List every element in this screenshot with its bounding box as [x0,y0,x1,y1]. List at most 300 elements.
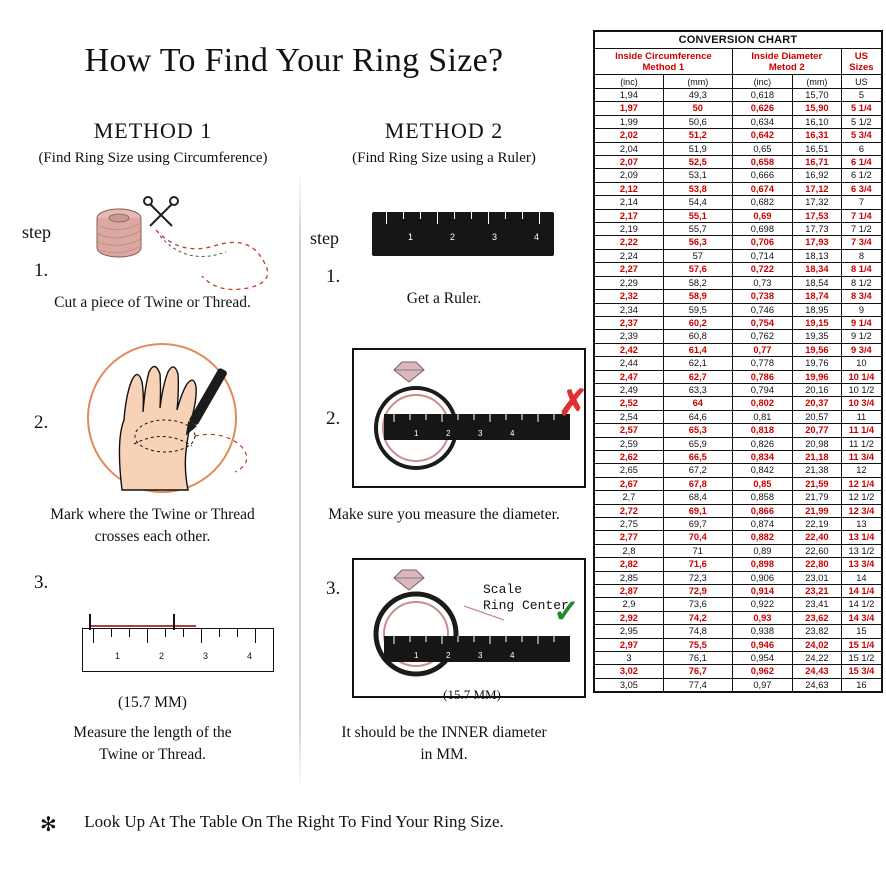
unit-header-1: (mm) [663,75,732,89]
table-cell-3: 19,56 [793,343,842,356]
table-cell-2: 0,93 [732,611,792,624]
table-cell-3: 17,93 [793,236,842,249]
table-cell-2: 0,626 [732,102,792,115]
method2-step3-number: 3. [326,578,341,599]
ruler-tick-1: 1 [408,232,414,242]
table-cell-1: 55,1 [663,209,732,222]
table-cell-1: 64,6 [663,410,732,423]
table-cell-3: 18,13 [793,249,842,262]
table-cell-0: 2,12 [595,182,664,195]
table-cell-0: 2,97 [595,638,664,651]
table-cell-4: 15 1/4 [841,638,881,651]
twine-spool-icon [86,196,296,296]
table-cell-0: 1,94 [595,89,664,102]
table-cell-4: 5 1/2 [841,115,881,128]
table-cell-0: 2,17 [595,209,664,222]
table-cell-1: 76,1 [663,652,732,665]
table-title: CONVERSION CHART [595,32,882,49]
table-cell-3: 21,38 [793,464,842,477]
method2-step2-panel [352,348,589,488]
table-cell-4: 10 1/4 [841,370,881,383]
table-cell-3: 17,12 [793,182,842,195]
method1-step3-number: 3. [34,572,49,593]
table-cell-0: 2,42 [595,343,664,356]
svg-text:3: 3 [478,429,483,438]
ruler-tick-4: 4 [534,232,540,242]
table-cell-3: 24,63 [793,678,842,691]
table-cell-2: 0,858 [732,491,792,504]
table-cell-0: 2,65 [595,464,664,477]
table-cell-2: 0,826 [732,437,792,450]
table-cell-4: 9 1/2 [841,330,881,343]
method1-step3-caption-line2: Twine or Thread. [99,746,206,763]
table-row [595,585,882,598]
table-cell-3: 22,60 [793,544,842,557]
footnote-text: Look Up At The Table On The Right To Find Your Ring Size. [84,812,504,831]
table-row [595,169,882,182]
table-row [595,504,882,517]
table-cell-1: 67,2 [663,464,732,477]
table-cell-1: 58,2 [663,276,732,289]
table-row [595,330,882,343]
table-cell-3: 21,79 [793,491,842,504]
table-cell-1: 75,5 [663,638,732,651]
table-row [595,491,882,504]
table-cell-1: 51,2 [663,129,732,142]
table-cell-4: 6 3/4 [841,182,881,195]
table-cell-0: 2,34 [595,303,664,316]
table-cell-2: 0,882 [732,531,792,544]
group-header-diameter-line1: Inside Diameter [751,50,823,62]
table-row [595,290,882,303]
table-row [595,531,882,544]
ruler-tick-2: 2 [159,651,165,661]
table-row [595,102,882,115]
table-cell-0: 3 [595,652,664,665]
table-cell-4: 15 1/2 [841,652,881,665]
table-cell-4: 8 1/2 [841,276,881,289]
method2-header [300,118,588,167]
method1-step1-number: 1. [34,260,49,281]
table-cell-4: 14 [841,571,881,584]
table-cell-0: 2,24 [595,249,664,262]
table-cell-3: 15,90 [793,102,842,115]
table-row [595,518,882,531]
table-cell-1: 53,1 [663,169,732,182]
group-header-diameter [732,49,841,75]
table-row [595,450,882,463]
table-cell-2: 0,922 [732,598,792,611]
table-cell-1: 50 [663,102,732,115]
table-cell-1: 58,9 [663,290,732,303]
table-cell-2: 0,914 [732,585,792,598]
table-cell-3: 22,80 [793,558,842,571]
table-cell-1: 69,7 [663,518,732,531]
table-cell-3: 24,02 [793,638,842,651]
table-row [595,571,882,584]
table-cell-0: 2,29 [595,276,664,289]
table-cell-1: 60,8 [663,330,732,343]
svg-text:2: 2 [446,429,451,438]
table-cell-3: 24,43 [793,665,842,678]
table-cell-0: 2,39 [595,330,664,343]
table-cell-1: 55,7 [663,223,732,236]
table-cell-3: 23,62 [793,611,842,624]
table-cell-3: 23,41 [793,598,842,611]
table-cell-0: 2,19 [595,223,664,236]
table-row [595,357,882,370]
right-mark-icon: ✓ [553,593,580,629]
table-cell-1: 62,7 [663,370,732,383]
table-cell-2: 0,738 [732,290,792,303]
table-cell-4: 7 1/2 [841,223,881,236]
table-cell-4: 15 [841,625,881,638]
table-cell-3: 20,16 [793,383,842,396]
table-cell-0: 2,47 [595,370,664,383]
table-cell-1: 69,1 [663,504,732,517]
table-row [595,397,882,410]
group-header-circumference [595,49,733,75]
table-group-header-row [595,49,882,75]
method2-step1-number: 1. [326,266,341,287]
svg-text:1: 1 [414,429,419,438]
table-cell-1: 60,2 [663,316,732,329]
column-divider [299,170,301,790]
table-cell-4: 14 1/4 [841,585,881,598]
table-cell-4: 8 1/4 [841,263,881,276]
table-cell-3: 23,01 [793,571,842,584]
table-cell-0: 2,07 [595,156,664,169]
table-cell-3: 23,82 [793,625,842,638]
table-row [595,263,882,276]
table-cell-1: 71 [663,544,732,557]
table-cell-1: 56,3 [663,236,732,249]
table-cell-2: 0,962 [732,665,792,678]
table-cell-3: 15,70 [793,89,842,102]
black-ruler-step1 [372,212,554,256]
table-cell-4: 7 3/4 [841,236,881,249]
unit-header-2: (inc) [732,75,792,89]
table-cell-2: 0,722 [732,263,792,276]
table-cell-2: 0,874 [732,518,792,531]
table-cell-0: 2,67 [595,477,664,490]
table-row [595,89,882,102]
table-cell-3: 17,32 [793,196,842,209]
table-cell-4: 10 3/4 [841,397,881,410]
table-cell-3: 17,53 [793,209,842,222]
ruler-tick-4: 4 [247,651,253,661]
table-row [595,370,882,383]
table-cell-2: 0,834 [732,450,792,463]
method1-step2-number: 2. [34,412,49,433]
table-cell-4: 11 1/2 [841,437,881,450]
table-cell-3: 21,59 [793,477,842,490]
table-cell-4: 7 [841,196,881,209]
table-cell-3: 16,31 [793,129,842,142]
table-cell-0: 3,02 [595,665,664,678]
hand-with-thread-icon [62,340,292,500]
table-cell-2: 0,69 [732,209,792,222]
table-cell-1: 53,8 [663,182,732,195]
table-cell-0: 2,72 [595,504,664,517]
table-cell-0: 2,62 [595,450,664,463]
table-cell-4: 13 1/4 [841,531,881,544]
svg-text:2: 2 [446,651,451,660]
method1-title: METHOD 1 [93,118,213,143]
table-cell-1: 76,7 [663,665,732,678]
method2-step1-caption: Get a Ruler. [406,290,482,307]
table-row [595,276,882,289]
table-cell-2: 0,898 [732,558,792,571]
table-row [595,249,882,262]
table-cell-4: 14 3/4 [841,611,881,624]
table-body [595,89,882,692]
method1-step-label: step [22,222,51,242]
table-row [595,142,882,155]
table-cell-3: 21,99 [793,504,842,517]
table-row [595,182,882,195]
table-cell-4: 5 3/4 [841,129,881,142]
table-cell-4: 16 [841,678,881,691]
table-cell-4: 5 [841,89,881,102]
table-cell-2: 0,754 [732,316,792,329]
ruler-tick-1: 1 [115,651,121,661]
table-cell-2: 0,97 [732,678,792,691]
table-cell-2: 0,714 [732,249,792,262]
table-cell-0: 2,82 [595,558,664,571]
table-cell-1: 74,2 [663,611,732,624]
svg-text:4: 4 [510,429,515,438]
table-cell-3: 20,98 [793,437,842,450]
table-cell-1: 49,3 [663,89,732,102]
table-row [595,223,882,236]
ruler-tick-2: 2 [450,232,456,242]
table-cell-2: 0,77 [732,343,792,356]
table-cell-2: 0,73 [732,276,792,289]
table-cell-2: 0,842 [732,464,792,477]
table-cell-0: 2,59 [595,437,664,450]
table-cell-1: 62,1 [663,357,732,370]
table-cell-2: 0,682 [732,196,792,209]
ring-diameter-wrong-diagram [354,350,580,482]
table-cell-2: 0,786 [732,370,792,383]
measured-thread-icon [78,608,278,636]
table-cell-4: 11 3/4 [841,450,881,463]
table-cell-1: 71,6 [663,558,732,571]
table-row [595,156,882,169]
table-row [595,544,882,557]
table-cell-2: 0,706 [732,236,792,249]
table-cell-0: 2,02 [595,129,664,142]
ruler-tick-3: 3 [492,232,498,242]
method2-subtitle: (Find Ring Size using a Ruler) [352,150,536,166]
table-cell-2: 0,65 [732,142,792,155]
table-row [595,558,882,571]
table-cell-0: 2,22 [595,236,664,249]
method2-step3-caption-line1: It should be the INNER diameter [341,724,547,741]
table-cell-3: 20,57 [793,410,842,423]
method2-title: METHOD 2 [384,118,504,143]
table-row [595,383,882,396]
table-cell-4: 9 3/4 [841,343,881,356]
table-cell-4: 11 [841,410,881,423]
table-cell-0: 2,87 [595,585,664,598]
table-cell-4: 13 [841,518,881,531]
table-cell-4: 13 3/4 [841,558,881,571]
table-cell-3: 19,35 [793,330,842,343]
group-header-diameter-line2: Metod 2 [768,61,805,73]
table-row [595,665,882,678]
scale-label-line2: Ring Center [483,598,569,613]
table-cell-1: 67,8 [663,477,732,490]
ring-diameter-correct-diagram [354,560,580,692]
method2-step-label: step [310,228,339,248]
table-cell-4: 13 1/2 [841,544,881,557]
method2-step3-caption-line2: in MM. [420,746,468,763]
table-cell-4: 5 1/4 [841,102,881,115]
table-cell-3: 16,71 [793,156,842,169]
method2-step2-caption: Make sure you measure the diameter. [328,506,560,523]
unit-header-4: US [841,75,881,89]
table-cell-1: 57 [663,249,732,262]
table-cell-3: 19,15 [793,316,842,329]
table-cell-4: 7 1/4 [841,209,881,222]
table-cell-0: 2,14 [595,196,664,209]
table-cell-3: 22,19 [793,518,842,531]
table-cell-0: 1,99 [595,115,664,128]
table-cell-0: 2,04 [595,142,664,155]
table-row [595,196,882,209]
method1-step3-measure: (15.7 MM) [118,694,187,711]
table-cell-1: 54,4 [663,196,732,209]
table-cell-4: 12 1/4 [841,477,881,490]
table-cell-3: 20,37 [793,397,842,410]
page-title: How To Find Your Ring Size? [84,42,504,79]
table-row [595,652,882,665]
table-cell-0: 2,95 [595,625,664,638]
table-row [595,236,882,249]
table-cell-0: 2,85 [595,571,664,584]
table-cell-2: 0,698 [732,223,792,236]
table-cell-4: 10 1/2 [841,383,881,396]
table-unit-header-row [595,75,882,89]
table-cell-0: 2,75 [595,518,664,531]
table-cell-2: 0,674 [732,182,792,195]
table-cell-0: 2,37 [595,316,664,329]
table-cell-4: 9 [841,303,881,316]
table-cell-0: 2,44 [595,357,664,370]
table-cell-4: 12 1/2 [841,491,881,504]
svg-text:3: 3 [478,651,483,660]
table-cell-1: 61,4 [663,343,732,356]
table-cell-2: 0,89 [732,544,792,557]
table-cell-4: 14 1/2 [841,598,881,611]
table-cell-0: 2,54 [595,410,664,423]
table-cell-2: 0,866 [732,504,792,517]
table-cell-4: 15 3/4 [841,665,881,678]
table-row [595,464,882,477]
table-cell-1: 73,6 [663,598,732,611]
table-row [595,424,882,437]
table-cell-4: 11 1/4 [841,424,881,437]
table-cell-2: 0,946 [732,638,792,651]
svg-text:1: 1 [414,651,419,660]
table-row [595,638,882,651]
table-cell-1: 65,9 [663,437,732,450]
table-cell-4: 12 3/4 [841,504,881,517]
method2-step2-number: 2. [326,408,341,429]
table-cell-1: 50,6 [663,115,732,128]
table-title-row [595,32,882,49]
table-cell-2: 0,818 [732,424,792,437]
table-cell-2: 0,794 [732,383,792,396]
table-cell-3: 18,95 [793,303,842,316]
table-cell-0: 2,77 [595,531,664,544]
wrong-mark-icon: ✗ [558,382,589,423]
table-cell-0: 2,27 [595,263,664,276]
table-cell-3: 19,96 [793,370,842,383]
table-cell-2: 0,666 [732,169,792,182]
table-cell-0: 3,05 [595,678,664,691]
ruler-tick-3: 3 [203,651,209,661]
table-cell-4: 8 3/4 [841,290,881,303]
table-cell-0: 2,92 [595,611,664,624]
table-cell-2: 0,658 [732,156,792,169]
table-cell-1: 72,9 [663,585,732,598]
table-cell-1: 77,4 [663,678,732,691]
table-cell-3: 19,76 [793,357,842,370]
table-cell-2: 0,762 [732,330,792,343]
table-cell-1: 72,3 [663,571,732,584]
table-cell-2: 0,954 [732,652,792,665]
table-row [595,625,882,638]
table-cell-1: 57,6 [663,263,732,276]
table-cell-4: 9 1/4 [841,316,881,329]
table-cell-0: 2,32 [595,290,664,303]
conversion-chart [593,30,883,693]
table-cell-4: 8 [841,249,881,262]
table-cell-3: 22,40 [793,531,842,544]
table-row [595,437,882,450]
table-cell-2: 0,642 [732,129,792,142]
table-cell-3: 18,74 [793,290,842,303]
table-cell-0: 1,97 [595,102,664,115]
table-cell-2: 0,746 [732,303,792,316]
table-cell-1: 68,4 [663,491,732,504]
table-cell-3: 18,54 [793,276,842,289]
table-cell-4: 12 [841,464,881,477]
table-cell-1: 63,3 [663,383,732,396]
table-cell-0: 2,9 [595,598,664,611]
table-row [595,129,882,142]
table-cell-1: 51,9 [663,142,732,155]
scale-label-line1: Scale [483,582,523,597]
table-cell-1: 70,4 [663,531,732,544]
table-cell-3: 23,21 [793,585,842,598]
table-cell-3: 20,77 [793,424,842,437]
table-cell-0: 2,52 [595,397,664,410]
table-row [595,678,882,691]
table-cell-2: 0,81 [732,410,792,423]
table-cell-3: 16,92 [793,169,842,182]
table-cell-3: 24,22 [793,652,842,665]
table-cell-0: 2,49 [595,383,664,396]
table-row [595,316,882,329]
table-cell-4: 6 [841,142,881,155]
diamond-ring-icon [394,570,424,590]
unit-header-3: (mm) [793,75,842,89]
method1-subtitle: (Find Ring Size using Circumference) [38,150,268,166]
